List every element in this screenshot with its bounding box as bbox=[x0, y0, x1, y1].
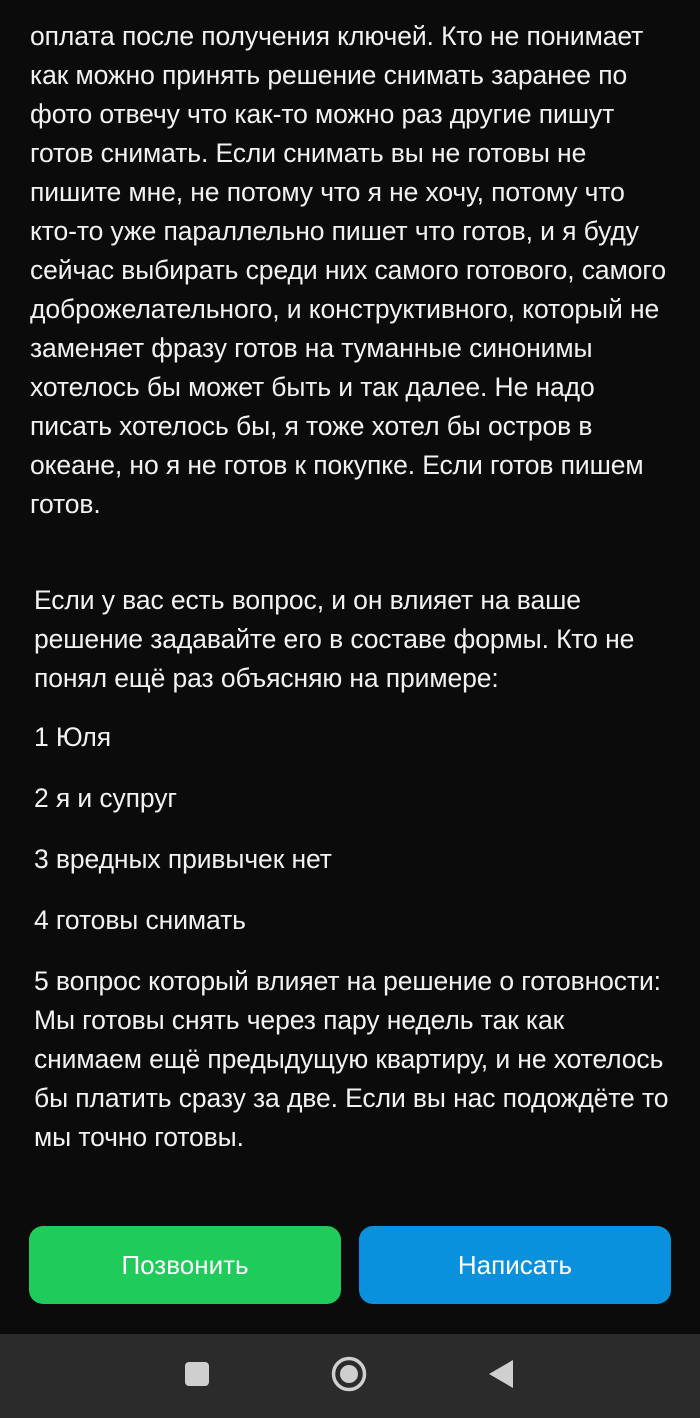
recent-apps-icon bbox=[183, 1360, 211, 1393]
home-button[interactable] bbox=[321, 1348, 377, 1404]
call-button[interactable]: Позвонить bbox=[29, 1226, 341, 1304]
home-icon bbox=[330, 1355, 368, 1398]
example-item-2: 2 я и супруг bbox=[34, 783, 177, 813]
example-item-1: 1 Юля bbox=[34, 722, 111, 752]
example-item-3: 3 вредных привычек нет bbox=[34, 844, 332, 874]
description-paragraph: оплата после получения ключей. Кто не понимает как можно принять решение снимать заранее по фото отвечу что как-то можно раз другие пишут готов снимать. Если снимать вы не готовы не пишите мне, не потому что я не хочу, потому что кто-то уже параллельно пишет что готов, и я буду сейчас выбирать среди них самого готового, самого доброжелательного, и конструктивного, который не заменяет фразу готов на туманные синонимы хотелось бы может быть и так далее. Не надо писать хотелось бы, я тоже хотел бы остров в океане, но я не готов к покупке. Если готов пишем готов. bbox=[30, 21, 666, 519]
recent-apps-button[interactable] bbox=[169, 1348, 225, 1404]
back-icon bbox=[487, 1358, 515, 1395]
contact-actions-bar bbox=[0, 1210, 700, 1334]
write-message-button[interactable]: Написать bbox=[359, 1226, 671, 1304]
description-paragraph-question: Если у вас есть вопрос, и он влияет на ваше решение задавайте его в составе формы. Кто не понял ещё раз объясняю на примере: bbox=[34, 585, 635, 693]
example-item-5: 5 вопрос который влияет на решение о готовности: Мы готовы снять через пару недель так как снимаем ещё предыдущую квартиру, и не хотелось бы платить сразу за две. Если вы нас подождёте то мы точно готовы. bbox=[34, 966, 669, 1152]
system-navigation-bar bbox=[0, 1334, 700, 1418]
back-button[interactable] bbox=[473, 1348, 529, 1404]
example-item-4: 4 готовы снимать bbox=[34, 905, 246, 935]
